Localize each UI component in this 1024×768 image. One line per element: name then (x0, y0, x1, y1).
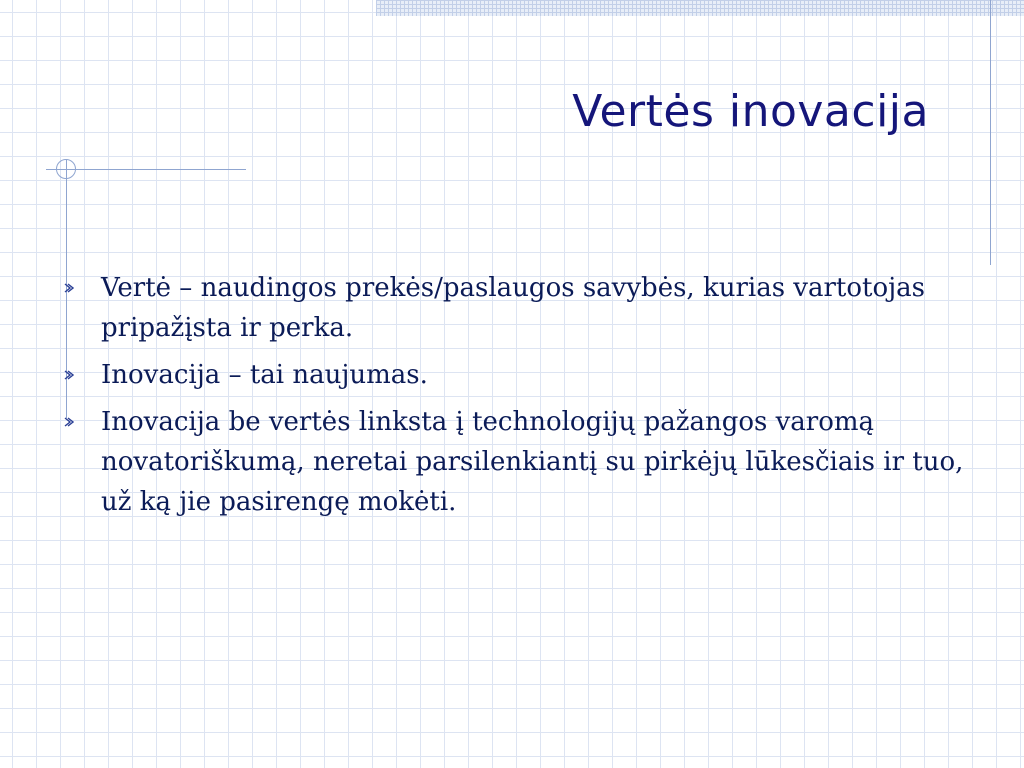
bullet-item (64, 268, 964, 348)
arrow-bullet-icon (64, 406, 76, 436)
bullet-text: Vertė – naudingos prekės/paslaugos savybės, kurias vartotojas pripažįsta ir perka. (101, 273, 926, 343)
bullet-list (64, 268, 964, 529)
arrow-bullet-icon (64, 272, 76, 302)
decorative-title-rule (46, 169, 246, 170)
decorative-right-line (990, 0, 991, 265)
bullet-item (64, 402, 964, 522)
arrow-bullet-icon (64, 359, 76, 389)
bullet-text: Inovacija – tai naujumas. (101, 360, 428, 390)
slide-title: Vertės inovacija (572, 86, 929, 137)
decorative-top-band (376, 0, 1024, 16)
decorative-ring-icon (56, 159, 76, 179)
bullet-item (64, 355, 964, 395)
bullet-text: Inovacija be vertės linksta į technologijų pažangos varomą novatoriškumą, neretai parsilenkiantį su pirkėjų lūkesčiais ir tuo, už ką jie pasirengę mokėti. (101, 407, 964, 517)
